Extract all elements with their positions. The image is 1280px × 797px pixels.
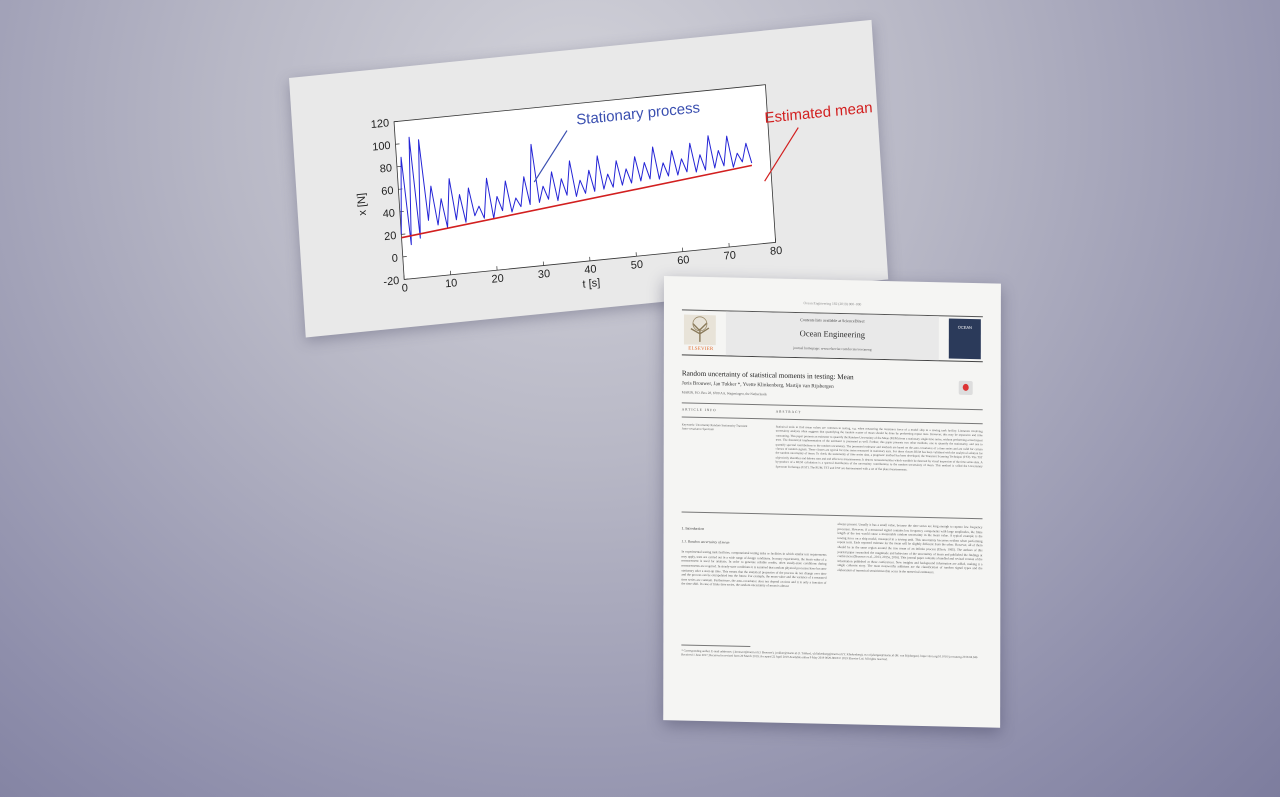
journal-homepage: journal homepage: www.elsevier.com/locate/oceaneng [793, 345, 872, 352]
anno-stationary-process: Stationary process [575, 99, 701, 129]
article-info-heading: ARTICLE INFO [681, 407, 717, 413]
anno-estimated-mean: Estimated mean [764, 99, 874, 127]
y-tick-label: 40 [382, 207, 396, 221]
y-tick-label: 0 [391, 252, 399, 265]
body-column-left [681, 526, 826, 589]
x-tick-label: 70 [723, 249, 737, 263]
y-tick-label: 60 [380, 184, 394, 199]
divider [682, 511, 983, 519]
y-tick-label: 100 [371, 139, 391, 154]
elsevier-logo-icon [684, 314, 716, 351]
paper-page [663, 276, 1001, 728]
y-tick-label: 20 [383, 229, 397, 244]
paper-affiliation: MARIN, P.O. Box 28, 6700 AA, Wageningen, the Netherlands [681, 390, 767, 397]
x-tick-label: 40 [584, 263, 597, 277]
section-heading: 1. Introduction [681, 526, 705, 531]
y-tick-label: 120 [370, 117, 390, 132]
body-text-right: always present. Usually it has a small value, because the time series are long enough to capture low frequency processes. However, if a measured signal contains low frequency components with large amplitudes, the finite length of the test would cause a measurable random uncertainty in the mean value. A typical example is the towing force on a ship model, measured in a towing tank. This uncertainty becomes evident when performing repeat tests. Each repeated estimate for the mean will be slightly different from the other. However, all of them should be in the same region around the true mean of an infinite process (Elson, 1965). The authors of this journal paper researched the magnitude and behaviour of the uncertainty of mean and published the findings at conferences (Brouwer et al., 2013, 2015a, 2016). This journal paper contains a bundled and revised version of the information published at these conferences. New insights and background information are added, making it a single coherent story. The most noteworthy additions are the classification of random signal types and the elaboration of numerical sensitivities that occur in the numerical estimators. [837, 522, 983, 575]
x-tick-label: 50 [630, 258, 644, 272]
subsection-heading: 1.1. Random uncertainty of mean [681, 539, 730, 545]
journal-header [682, 309, 983, 362]
x-tick-label: 0 [401, 282, 409, 295]
body-column-right [837, 522, 982, 576]
x-tick-label: 80 [769, 244, 783, 258]
keywords: Keywords: Uncertainty Random Stationarity Transient Auto-covariance Spectrum [681, 422, 748, 432]
x-tick-label: 60 [676, 254, 690, 268]
footnote: * Corresponding author. E-mail addresses: j.brouwer@marin.nl (J. Brouwer), j.tukker@marin.nl (J. Tukker), y.klinkenberg@marin.nl (Y. Klinkenberg), m.v.rijsbergen@marin.nl (M. van Rijsbergen). https://doi.org/10.1016/j.oceaneng.2019.04.046 Received 1 June 2017; Received in revised form 20 March 2019; Accepted 22 April 2019 Available online 9 May 2019 0029-8018/© 2019 Elsevier Ltd. All rights reserved. [681, 648, 978, 662]
x-tick-label: 20 [491, 272, 505, 286]
footnote-divider [681, 644, 750, 647]
journal-name: Ocean Engineering [799, 328, 866, 340]
y-tick-label: -20 [383, 274, 400, 289]
crossmark-icon [959, 381, 973, 395]
publisher-logo-text: ELSEVIER [688, 346, 714, 353]
x-axis-label: t [s] [582, 276, 601, 291]
x-tick-label: 10 [444, 277, 458, 291]
y-tick-label: 80 [379, 162, 393, 176]
contents-line: Contents lists available at ScienceDirect [800, 317, 865, 324]
journal-cover-image [949, 318, 981, 359]
y-axis-label: x [N] [355, 192, 370, 217]
header-center [726, 311, 939, 360]
abstract-text: Statistical tools to find mean values are common in testing, e.g. when measuring the resistance force of a model ship in a towing tank facility. Literature involving uncertainty analysis often suggests that quantifying the random scatter of mean should be done by performing repeat tests. However, this may be expensive and time consuming. This paper presents an estimator to quantify the Random Uncertainty of the Mean (RUM) from a stationary single time series, without performing actual repeat tests. The theoretical implementation of the estimator is presented as well. Further, this paper presents two other methods, one to quantify the stationarity, and one to quantify spectral contributions to the random uncertainty. The presented estimator and methods are based on the auto-covariance of a time series and are valid for certain classes of random signals. These classes are typical for time series measured in stationary tests. For these classes RUM has been validated with the analytical solution for the random uncertainty of mean. To check the stationarity of time series data, a pragmatic method has been developed, the Transient Scanning Technique (TST). The TST objectively identifies and deletes start and end effects in measurements. It detects nonstationarities which wouldn't be detected by visual inspection of the time series data. A by-product of a RUM calculation is a spectral distribution of the uncertainty contributions to the random uncertainty of mean. This method is called the Uncertainty Spectrum Technique (UST). The RUM, TST and UST are demonstrated with a set of flat plate measurements. [775, 424, 983, 472]
body-text-left: In experimental testing tank facilities, computational testing tasks or facilities in which similar test requirements may apply, tests are carried out in a wide range of design conditions. In many experiments, the mean value of a measurement is used for analysis. In order to generate reliable results, often steady-state conditions during measurements are required. In steady-state conditions it is assumed that random physical processes have become stationary after a start-up time. This means that the statistical properties of the process do not change over time and the process can be extrapolated into the future. For example, the mean value and the variance of a measured time series are constant. Furthermore, the auto-covariance does not depend on time and it is only a function of the time shift. In case of finite time series, the random uncertainty of mean is almost [681, 549, 827, 589]
journal-citation-line: Ocean Engineering 182 (2019) 000–000 [803, 301, 862, 307]
cover-title: OCEAN [957, 324, 972, 331]
abstract-heading: ABSTRACT [775, 409, 802, 415]
paper-authors: Joris Brouwer, Jan Tukker *, Yvette Klinkenberg, Martijn van Rijsbergen [681, 380, 834, 390]
paper-title: Random uncertainty of statistical moments in testing: Mean [681, 369, 854, 382]
x-tick-label: 30 [537, 267, 551, 282]
